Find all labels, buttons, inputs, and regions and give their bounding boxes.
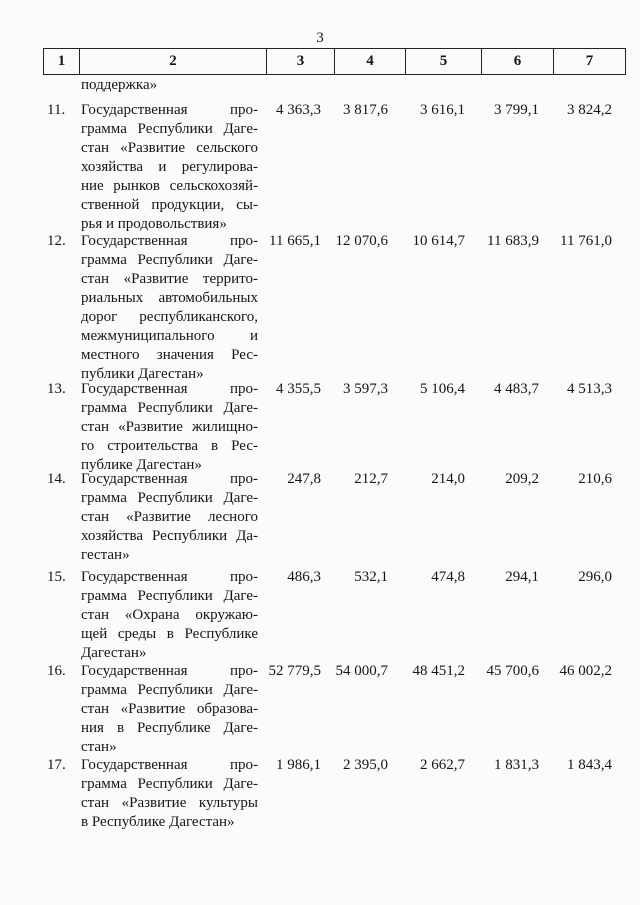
description-line: стан «Развитие образова-: [81, 701, 258, 717]
description-line: стан «Развитие сельского: [81, 140, 258, 156]
value-col-5: 3 616,1: [420, 102, 465, 118]
description-line: Государственная про-: [81, 757, 258, 773]
table-header: [43, 48, 626, 75]
value-col-3: 486,3: [287, 569, 321, 585]
value-col-4: 212,7: [354, 471, 388, 487]
value-col-7: 296,0: [578, 569, 612, 585]
value-col-4: 2 395,0: [343, 757, 388, 773]
value-col-3: 52 779,5: [268, 663, 321, 679]
description-line: грамма Республики Даге-: [81, 776, 258, 792]
row-number: 16.: [47, 663, 66, 679]
value-col-6: 209,2: [505, 471, 539, 487]
description-line: грамма Республики Даге-: [81, 682, 258, 698]
continuation-text: поддержка»: [81, 77, 158, 93]
description-line: дорог республиканского,: [81, 309, 258, 325]
row-number: 17.: [47, 757, 66, 773]
value-col-5: 48 451,2: [412, 663, 465, 679]
value-col-4: 54 000,7: [335, 663, 388, 679]
header-col-2: 2: [80, 49, 267, 75]
value-col-5: 2 662,7: [420, 757, 465, 773]
value-col-3: 247,8: [287, 471, 321, 487]
description-line: Государственная про-: [81, 233, 258, 249]
description-line: грамма Республики Даге-: [81, 490, 258, 506]
description-line: стан «Охрана окружаю-: [81, 607, 258, 623]
row-number: 13.: [47, 381, 66, 397]
value-col-3: 1 986,1: [276, 757, 321, 773]
description-line: в Республике Дагестан»: [81, 814, 235, 830]
description-line: хозяйства Республики Да-: [81, 528, 258, 544]
description-line: местного значения Рес-: [81, 347, 258, 363]
value-col-6: 294,1: [505, 569, 539, 585]
header-col-5: 5: [406, 49, 482, 75]
value-col-6: 45 700,6: [486, 663, 539, 679]
program-description: [81, 380, 258, 475]
row-number: 14.: [47, 471, 66, 487]
header-col-1: 1: [44, 49, 80, 75]
description-line: стан «Развитие лесного: [81, 509, 258, 525]
value-col-7: 11 761,0: [560, 233, 612, 249]
value-col-5: 10 614,7: [412, 233, 465, 249]
value-col-5: 214,0: [431, 471, 465, 487]
description-line: грамма Республики Даге-: [81, 400, 258, 416]
description-line: стан «Развитие культуры: [81, 795, 258, 811]
value-col-6: 3 799,1: [494, 102, 539, 118]
value-col-7: 4 513,3: [567, 381, 612, 397]
row-number: 15.: [47, 569, 66, 585]
description-line: го строительства в Рес-: [81, 438, 258, 454]
description-line: ственной продукции, сы-: [81, 197, 258, 213]
description-line: щей среды в Республике: [81, 626, 258, 642]
program-description: [81, 568, 258, 663]
value-col-5: 5 106,4: [420, 381, 465, 397]
value-col-3: 4 355,5: [276, 381, 321, 397]
description-line: Государственная про-: [81, 569, 258, 585]
description-line: грамма Республики Даге-: [81, 121, 258, 137]
page-number: 3: [316, 30, 324, 46]
description-line: стан «Развитие террито-: [81, 271, 258, 287]
description-line: Дагестан»: [81, 645, 147, 661]
description-line: Государственная про-: [81, 471, 258, 487]
description-line: публики Дагестан»: [81, 366, 204, 382]
value-col-7: 1 843,4: [567, 757, 612, 773]
description-line: грамма Республики Даге-: [81, 252, 258, 268]
program-description: [81, 101, 258, 234]
description-line: публике Дагестан»: [81, 457, 202, 473]
value-col-7: 3 824,2: [567, 102, 612, 118]
value-col-7: 210,6: [578, 471, 612, 487]
description-line: межмуниципального и: [81, 328, 258, 344]
value-col-6: 4 483,7: [494, 381, 539, 397]
header-col-7: 7: [554, 49, 626, 75]
value-col-6: 11 683,9: [487, 233, 539, 249]
value-col-4: 3 817,6: [343, 102, 388, 118]
value-col-3: 4 363,3: [276, 102, 321, 118]
description-line: Государственная про-: [81, 663, 258, 679]
program-description: [81, 756, 258, 832]
value-col-3: 11 665,1: [269, 233, 321, 249]
description-line: гестан»: [81, 547, 130, 563]
description-line: рья и продовольствия»: [81, 216, 227, 232]
value-col-7: 46 002,2: [559, 663, 612, 679]
description-line: ние рынков сельскохозяй-: [81, 178, 258, 194]
description-line: стан «Развитие жилищно-: [81, 419, 258, 435]
description-line: ния в Республике Даге-: [81, 720, 258, 736]
row-number: 12.: [47, 233, 66, 249]
description-line: хозяйства и регулирова-: [81, 159, 258, 175]
value-col-5: 474,8: [431, 569, 465, 585]
program-description: [81, 662, 258, 757]
header-col-6: 6: [482, 49, 554, 75]
header-col-3: 3: [267, 49, 335, 75]
value-col-4: 532,1: [354, 569, 388, 585]
program-description: [81, 232, 258, 384]
description-line: грамма Республики Даге-: [81, 588, 258, 604]
description-line: стан»: [81, 739, 117, 755]
program-description: [81, 470, 258, 565]
row-number: 11.: [47, 102, 66, 118]
value-col-6: 1 831,3: [494, 757, 539, 773]
description-line: Государственная про-: [81, 381, 258, 397]
description-line: риальных автомобильных: [81, 290, 258, 306]
value-col-4: 3 597,3: [343, 381, 388, 397]
description-line: Государственная про-: [81, 102, 258, 118]
header-col-4: 4: [335, 49, 406, 75]
value-col-4: 12 070,6: [335, 233, 388, 249]
